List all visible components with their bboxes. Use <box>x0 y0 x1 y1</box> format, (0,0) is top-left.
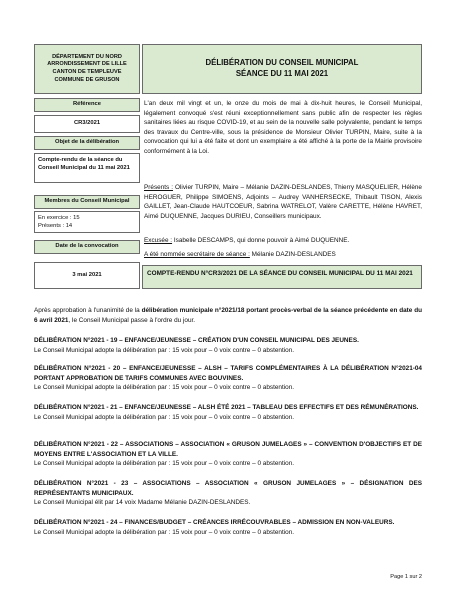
deliberation-19 <box>34 336 422 355</box>
deliberation-title: DÉLIBÉRATION N°2021 - 22 – ASSOCIATIONS – ASSOCIATION « GRUSON JUMELAGES » – CONVENTION D'OBJECTIFS ET DE MOYENS ENTRE L'ASSOCIATION ET LA VILLE. <box>34 441 422 458</box>
department-header <box>34 44 140 94</box>
deliberation-title: DÉLIBÉRATION N°2021 - 20 – ENFANCE/JEUNESSE – ALSH – TARIFS COMPLÉMENTAIRES À LA DÉLIBÉRATION N°2021-04 PORTANT APPROBATION DE TARIFS COMMUNES AVEC BOUVINES. <box>34 365 422 382</box>
compte-rendu-title: COMPTE-RENDU N°CR3/2021 DE LA SÉANCE DU CONSEIL MUNICIPAL DU 11 MAI 2021 <box>142 265 422 289</box>
convocation-date: 3 mai 2021 <box>34 262 140 289</box>
approval-paragraph <box>34 306 422 325</box>
presents-paragraph <box>144 183 422 221</box>
deliberation-22 <box>34 440 422 469</box>
excuses-text: Isabelle DESCAMPS, qui donne pouvoir à Aimé DUQUENNE. <box>173 237 350 244</box>
deliberation-result: Le Conseil Municipal adopte la délibération par : 15 voix pour – 0 voix contre – 0 abstention. <box>34 346 295 354</box>
membres-counts <box>34 211 140 233</box>
objet-value: Compte-rendu de la séance du Conseil Municipal du 11 mai 2021 <box>34 153 140 183</box>
department-line: DÉPARTEMENT DU NORD <box>52 53 122 60</box>
excuses-label: Excusée : <box>144 237 173 244</box>
en-exercice-count: En exercice : 15 <box>38 215 80 221</box>
approval-reference: délibération municipale n°2021/18 portant procès-verbal de la séance précédente en date du 6 avril 2021 <box>34 307 422 324</box>
document-title: DÉLIBÉRATION DU CONSEIL MUNICIPAL <box>205 58 359 68</box>
deliberation-21 <box>34 403 422 422</box>
deliberation-result: Le Conseil Municipal adopte la délibération par : 15 voix pour – 0 voix contre – 0 abstention. <box>34 460 295 468</box>
membres-label: Membres du Conseil Municipal <box>34 195 140 209</box>
approval-text-c: , le Conseil Municipal passe à l'ordre du jour. <box>68 316 196 324</box>
reference-label: Référence <box>34 98 140 112</box>
preamble-text: L'an deux mil vingt et un, le onze du mois de mai à dix-huit heures, le Conseil Municipal, légalement convoqué s'est réuni exceptionnellement sans public afin de respecter les règles sanitaires liées au risque COVID-19, et au sein de la nouvelle salle polyvalente, pendant le temps des travaux du Centre-ville, sous la présidence de Monsieur Olivier TURPIN, Maire, suite à la convocation qui lui a été faite et dont un exemplaire a été affiché à la porte de la Mairie provisoire conformément à la Loi. <box>144 100 422 156</box>
session-date-title: SÉANCE DU 11 MAI 2021 <box>235 69 329 78</box>
objet-label: Objet de la délibération <box>34 136 140 150</box>
secretaire-name: Mélanie DAZIN-DESLANDES <box>251 251 336 258</box>
arrondissement-line: ARRONDISSEMENT DE LILLE <box>47 61 127 68</box>
deliberation-result: Le Conseil Municipal adopte la délibération par : 15 voix pour – 0 voix contre – 0 abstention. <box>34 384 295 392</box>
secretaire-paragraph <box>144 250 422 260</box>
deliberation-23 <box>34 479 422 508</box>
commune-line: COMMUNE DE GRUSON <box>54 76 120 83</box>
excuses-paragraph <box>144 236 422 246</box>
deliberation-result: Le Conseil Municipal adopte la délibération par : 15 voix pour – 0 voix contre – 0 abstention. <box>34 413 295 421</box>
canton-line: CANTON DE TEMPLEUVE <box>52 69 122 75</box>
deliberation-title: DÉLIBÉRATION N°2021 - 21 – ENFANCE/JEUNESSE – ALSH ÉTÉ 2021 – TABLEAU DES EFFECTIFS ET DES RÉMUNÉRATIONS. <box>34 404 419 411</box>
deliberation-title: DÉLIBÉRATION N°2021 - 24 – FINANCES/BUDGET – CRÉANCES IRRÉCOUVRABLES – ADMISSION EN NON-VALEURS. <box>34 519 395 526</box>
page-number: Page 1 sur 2 <box>390 574 422 580</box>
secretaire-label: A été nommée secrétaire de séance : <box>144 251 250 258</box>
presents-list: Olivier TURPIN, Maire – Mélanie DAZIN-DESLANDES, Thierry MASQUELIER, Hélène HEROGUER, Philippe SIMOENS, Adjoints – Audrey VANHERSECKE, Thibault TISON, Alexis GAILLET, Jean-Claude HAUTCOEUR, Sabrina WATRELOT, Valère CARETTE, Hélène HAVRET, Aimé DUQUENNE, Jacques DURIEU, Conseillers municipaux. <box>144 184 422 220</box>
document-title-box <box>142 44 422 94</box>
reference-value: CR3/2021 <box>34 115 140 133</box>
deliberation-result: Le Conseil Municipal adopte la délibération par : 15 voix pour – 0 voix contre – 0 abstention. <box>34 528 295 536</box>
presents-count: Présents : 14 <box>38 222 73 229</box>
deliberation-title: DÉLIBÉRATION N°2021 - 19 – ENFANCE/JEUNESSE – CRÉATION D'UN CONSEIL MUNICIPAL DES JEUNES. <box>34 337 359 344</box>
approval-text-a: Après approbation à l'unanimité de la <box>34 307 142 314</box>
convocation-label: Date de la convocation <box>34 240 140 254</box>
deliberation-20 <box>34 364 422 393</box>
deliberation-result: Le Conseil Municipal élit par 14 voix Madame Mélanie DAZIN-DESLANDES. <box>34 499 251 507</box>
deliberation-24 <box>34 518 422 537</box>
presents-label: Présents : <box>144 184 173 191</box>
deliberation-title: DÉLIBÉRATION N°2021 - 23 – ASSOCIATIONS – ASSOCIATION « GRUSON JUMELAGES » – DÉSIGNATION DES REPRÉSENTANTS MUNICIPAUX. <box>34 480 422 497</box>
